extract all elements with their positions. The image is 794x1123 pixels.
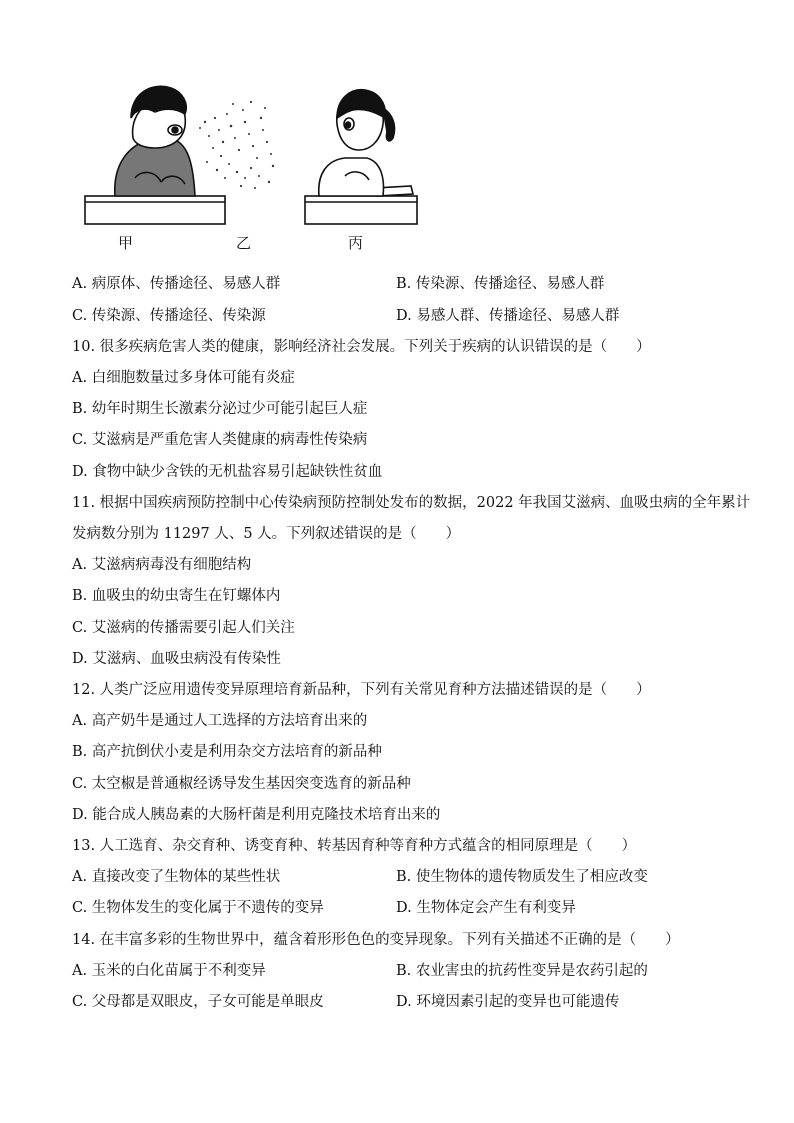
q14-option-c: C. 父母都是双眼皮，子女可能是单眼皮 (72, 994, 324, 1010)
boy-desk (85, 196, 225, 224)
q11-stem-line2: 发病数分别为 11297 人、5 人。下列叙述错误的是（ ） (72, 526, 461, 542)
q12-option-d: D. 能合成人胰岛素的大肠杆菌是利用克隆技术培育出来的 (72, 807, 441, 823)
sneezing-boy (115, 86, 195, 196)
q11-option-c: C. 艾滋病的传播需要引起人们关注 (72, 620, 295, 636)
q9-option-d: D. 易感人群、传播途径、易感人群 (396, 308, 620, 324)
q12-option-a: A. 高产奶牛是通过人工选择的方法培育出来的 (72, 713, 368, 729)
figure-label-jia: 甲 (118, 234, 134, 252)
q12-option-c: C. 太空椒是普通椒经诱导发生基因突变选育的新品种 (72, 776, 411, 792)
droplet-spray (199, 101, 274, 189)
q10-option-c: C. 艾滋病是严重危害人类健康的病毒性传染病 (72, 432, 368, 448)
q10-stem: 10. 很多疾病危害人类的健康，影响经济社会发展。下列关于疾病的认识错误的是（ ） (72, 339, 651, 355)
q14-option-b: B. 农业害虫的抗药性变异是农药引起的 (396, 963, 648, 979)
q9-option-b: B. 传染源、传播途径、易感人群 (396, 276, 605, 292)
q12-option-b: B. 高产抗倒伏小麦是利用杂交方法培育的新品种 (72, 744, 382, 760)
q9-option-a: A. 病原体、传播途径、易感人群 (72, 276, 281, 292)
q11-option-b: B. 血吸虫的幼虫寄生在钉螺体内 (72, 588, 281, 604)
q11-option-d: D. 艾滋病、血吸虫病没有传染性 (72, 651, 281, 667)
sneeze-illustration (75, 78, 435, 256)
q10-option-a: A. 白细胞数量过多身体可能有炎症 (72, 370, 295, 386)
q14-option-d: D. 环境因素引起的变异也可能遗传 (396, 994, 620, 1010)
q11-option-a: A. 艾滋病病毒没有细胞结构 (72, 557, 252, 573)
q9-option-c: C. 传染源、传播途径、传染源 (72, 308, 266, 324)
q14-option-a: A. 玉米的白化苗属于不利变异 (72, 963, 266, 979)
q13-option-c: C. 生物体发生的变化属于不遗传的变异 (72, 900, 324, 916)
q13-option-b: B. 使生物体的遗传物质发生了相应改变 (396, 869, 648, 885)
q13-option-d: D. 生物体定会产生有利变异 (396, 900, 576, 916)
figure-label-yi: 乙 (236, 234, 252, 252)
q14-stem: 14. 在丰富多彩的生物世界中，蕴含着形形色色的变异现象。下列有关描述不正确的是（ ） (72, 932, 680, 948)
q10-option-b: B. 幼年时期生长激素分泌过少可能引起巨人症 (72, 401, 368, 417)
q13-option-a: A. 直接改变了生物体的某些性状 (72, 869, 281, 885)
q13-stem: 13. 人工选育、杂交育种、诱变育种、转基因育种等育种方式蕴含的相同原理是（ ） (72, 838, 637, 854)
figure-label-bing: 丙 (348, 234, 364, 252)
q12-stem: 12. 人类广泛应用遗传变异原理培育新品种，下列有关常见育种方法描述错误的是（ ） (72, 682, 651, 698)
q11-stem-line1: 11. 根据中国疾病预防控制中心传染病预防控制处发布的数据，2022 年我国艾滋病、血吸虫病的全年累计 (72, 495, 751, 511)
girl (319, 90, 395, 196)
q10-option-d: D. 食物中缺少含铁的无机盐容易引起缺铁性贫血 (72, 464, 383, 480)
